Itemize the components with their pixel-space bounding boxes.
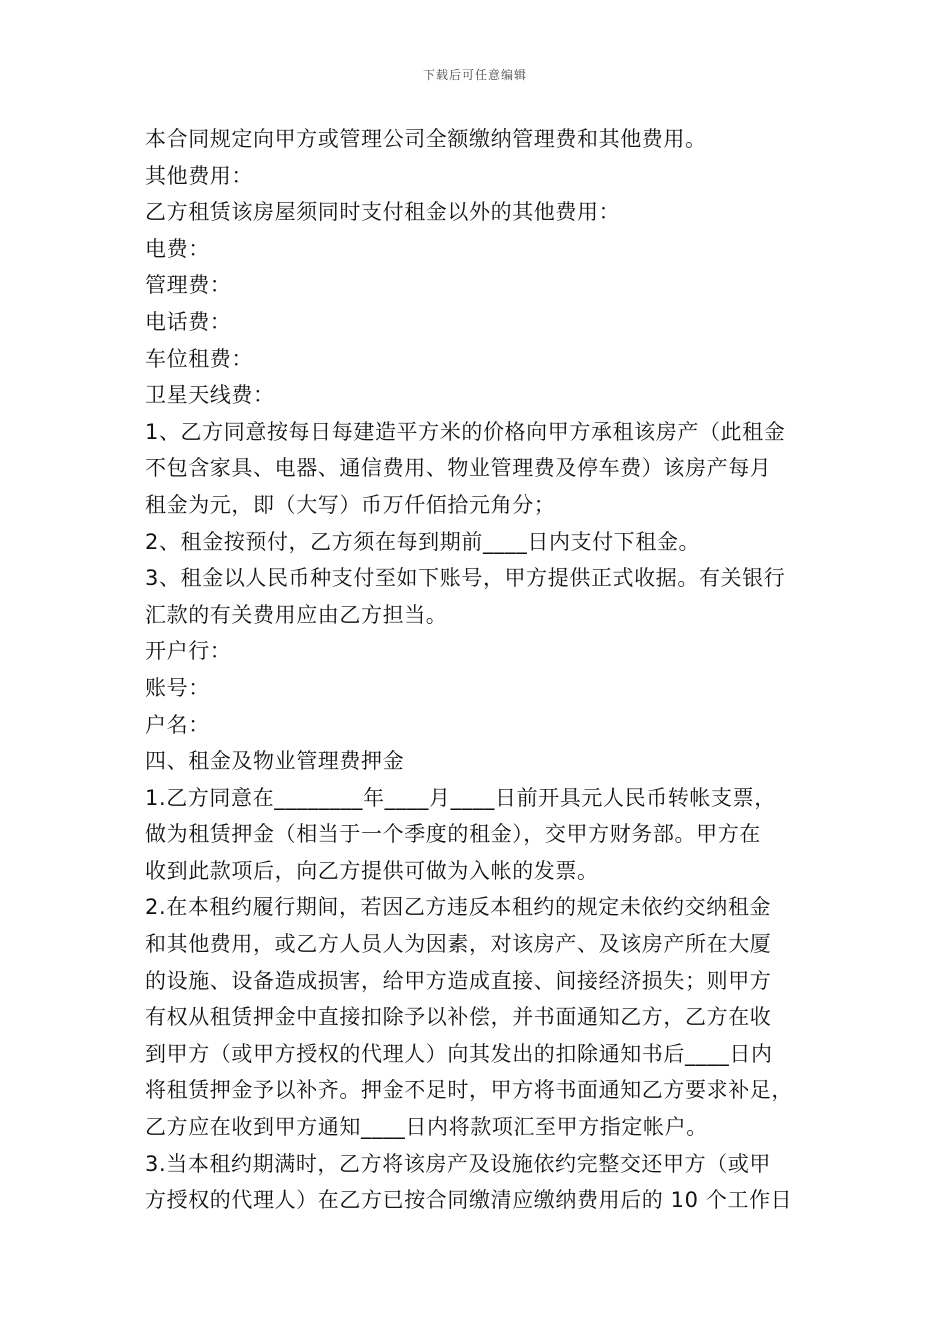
text-line: 卫星天线费： [145,383,275,408]
text-line: 管理费： [145,273,232,298]
text-line: 其他费用： [145,163,253,188]
text-line: 有权从租赁押金中直接扣除予以补偿，并书面通知乙方，乙方在收 [145,1005,772,1030]
text-line: 1.乙方同意在________年____月____日前开具元人民币转帐支票， [145,785,776,810]
text-line: 3.当本租约期满时，乙方将该房产及设施依约完整交还甲方（或甲 [145,1151,772,1176]
page-header: 下载后可任意编辑 [422,68,527,82]
text-line: 到甲方（或甲方授权的代理人）向其发出的扣除通知书后____日内 [145,1041,773,1066]
text-line: 和其他费用，或乙方人员人为因素，对该房产、及该房产所在大厦 [145,932,772,957]
text-line: 户名： [145,712,210,737]
text-line: 方授权的代理人）在乙方已按合同缴清应缴纳费用后的 10 个工作日 [145,1188,793,1213]
text-line: 3、租金以人民币种支付至如下账号，甲方提供正式收据。有关银行 [145,566,786,591]
text-line: 的设施、设备造成损害，给甲方造成直接、间接经济损失；则甲方 [145,968,772,993]
text-line: 账号： [145,675,210,700]
text-line: 收到此款项后，向乙方提供可做为入帐的发票。 [145,858,599,883]
text-line: 汇款的有关费用应由乙方担当。 [145,602,448,627]
text-line: 租金为元，即（大写）币万仟佰拾元角分； [145,492,556,517]
text-line: 乙方租赁该房屋须同时支付租金以外的其他费用： [145,200,621,225]
text-line: 车位租费： [145,346,253,371]
text-line: 电话费： [145,309,232,334]
text-line: 2.在本租约履行期间，若因乙方违反本租约的规定未依约交纳租金 [145,895,772,920]
text-line: 本合同规定向甲方或管理公司全额缴纳管理费和其他费用。 [145,127,707,151]
text-line: 电费： [145,236,210,261]
text-line: 将租赁押金予以补齐。押金不足时，甲方将书面通知乙方要求补足， [145,1078,793,1103]
section-heading: 四、租金及物业管理费押金 [145,749,405,774]
text-line: 乙方应在收到甲方通知____日内将款项汇至甲方指定帐户。 [145,1115,708,1140]
text-line: 不包含家具、电器、通信费用、物业管理费及停车费）该房产每月 [145,456,772,481]
text-line: 开户行： [145,639,232,664]
text-line: 1、乙方同意按每日每建造平方米的价格向甲方承租该房产（此租金 [145,419,786,444]
text-line: 做为租赁押金（相当于一个季度的租金），交甲方财务部。甲方在 [145,822,761,847]
document-body [145,121,845,1219]
text-line: 2、租金按预付，乙方须在每到期前____日内支付下租金。 [145,529,701,554]
